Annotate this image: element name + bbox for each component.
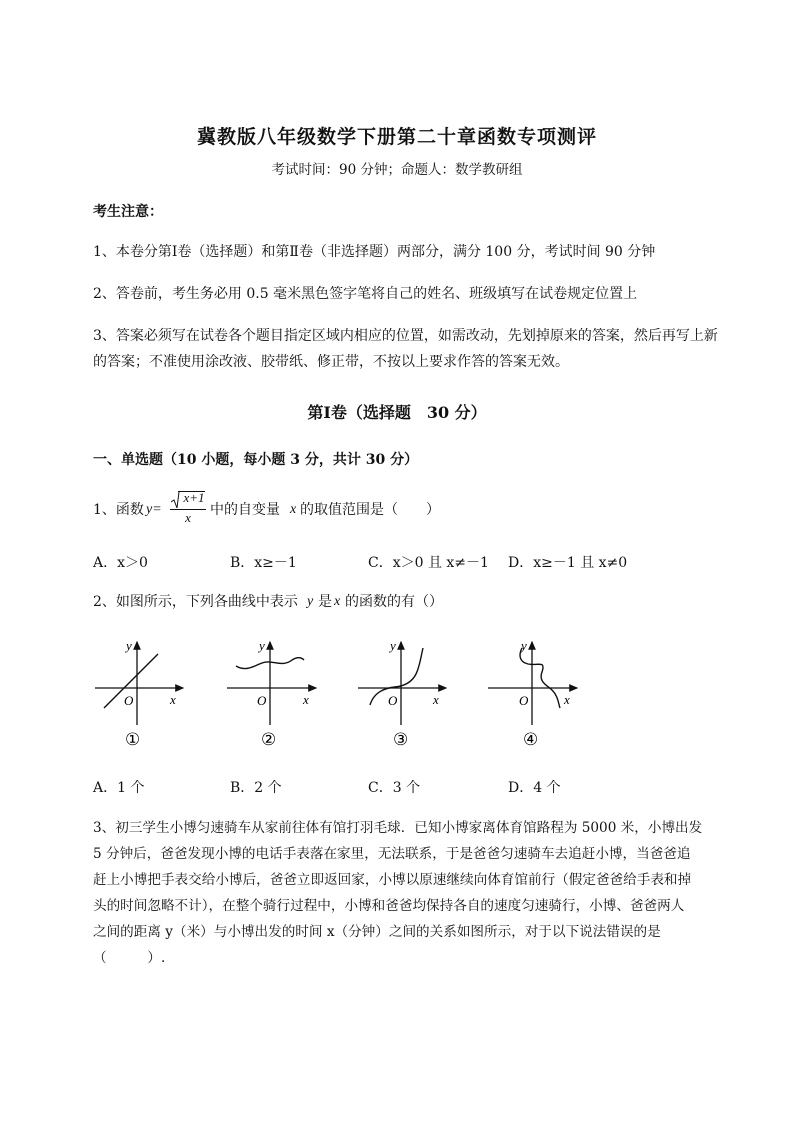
notice-item-3: 3、答案必须写在试卷各个题目指定区域内相应的位置，如需改动，先划掉原来的答案，然后再写上新 xyxy=(93,328,718,344)
x-label-3: x xyxy=(433,692,439,707)
graph-1 xyxy=(95,638,183,749)
q3-line-1: 3、初三学生小博匀速骑车从家前往体有馆打羽毛球．已知小博家离体育馆路程为 5000 米，小博出发 xyxy=(93,820,703,836)
q3-line-4: 头的时间忽略不计），在整个骑行过程中，小博和爸爸均保持各自的速度匀速骑行，小博、爸爸两人 xyxy=(93,898,685,914)
q2-stem-c: 的函数的有（） xyxy=(345,594,443,610)
q2-option-c[interactable]: C．3 个 xyxy=(368,780,421,796)
y-label-2: y xyxy=(259,638,265,653)
exam-info: 考试时间：90 分钟；命题人：数学教研组 xyxy=(271,162,523,178)
q2-var-y: y xyxy=(307,594,314,609)
part-title: 一、单选题（10 小题，每小题 3 分，共计 30 分） xyxy=(93,452,419,468)
notice-item-1: 1、本卷分第Ⅰ卷（选择题）和第Ⅱ卷（非选择题）两部分，满分 100 分，考试时间 90 分钟 xyxy=(93,244,656,260)
y-label-4: y xyxy=(521,638,527,653)
origin-1: O xyxy=(124,693,134,708)
q1-fraction xyxy=(168,490,208,530)
q1-option-c[interactable]: C．x＞0 且 x≠－1 xyxy=(368,555,489,571)
q2-stem-a: 2、如图所示，下列各曲线中表示 xyxy=(93,594,298,610)
q1-option-a[interactable]: A．x＞0 xyxy=(93,555,148,571)
graph-label-3: ③ xyxy=(393,730,409,749)
q1-option-d[interactable]: D．x≥－1 且 x≠0 xyxy=(508,555,628,571)
q1-option-b[interactable]: B．x≥－1 xyxy=(230,555,297,571)
q2-graphs xyxy=(90,630,590,750)
section-title: 第Ⅰ卷（选择题 30 分） xyxy=(307,403,487,422)
q2-option-b[interactable]: B．2 个 xyxy=(230,780,282,796)
notice-item-2: 2、答卷前，考生务必用 0.5 毫米黑色签字笔将自己的姓名、班级填写在试卷规定位置上 xyxy=(93,286,638,302)
q1-prefix: 1、函数 xyxy=(93,502,144,518)
q1-var: x xyxy=(290,502,297,517)
notice-heading: 考生注意： xyxy=(93,204,163,220)
graph-4 xyxy=(488,638,577,749)
graph-2 xyxy=(227,638,316,749)
q3-line-3: 赶上小博把手表交给小博后，爸爸立即返回家，小博以原速继续向体育馆前行（假定爸爸给手表和掉 xyxy=(93,872,692,888)
graph-label-1: ① xyxy=(125,730,141,749)
notice-item-3-cont: 的答案；不准使用涂改液、胶带纸、修正带，不按以上要求作答的答案无效。 xyxy=(93,354,569,370)
q2-var-x: x xyxy=(334,594,341,609)
origin-2: O xyxy=(257,693,267,708)
y-label-1: y xyxy=(126,638,132,653)
q2-option-d[interactable]: D．4 个 xyxy=(508,780,561,796)
page-title: 冀教版八年级数学下册第二十章函数专项测评 xyxy=(196,126,597,148)
q1-y-eq: y= xyxy=(146,502,162,517)
origin-4: O xyxy=(519,693,529,708)
origin-3: O xyxy=(388,693,398,708)
x-label-2: x xyxy=(303,692,309,707)
q1-denominator: x xyxy=(185,510,191,525)
q2-option-a[interactable]: A．1 个 xyxy=(93,780,145,796)
x-label-1: x xyxy=(170,692,176,707)
q1-suffix2: 的取值范围是（ ） xyxy=(300,502,440,518)
q3-line-6: （ ）. xyxy=(93,950,166,966)
graph-label-4: ④ xyxy=(523,730,539,749)
graph-3 xyxy=(358,638,446,749)
q2-stem-b: 是 xyxy=(318,594,332,610)
q3-line-5: 之间的距离 y（米）与小博出发的时间 x（分钟）之间的关系如图所示，对于以下说法错误的是 xyxy=(93,924,661,940)
q3-line-2: 5 分钟后，爸爸发现小博的电话手表落在家里，无法联系，于是爸爸匀速骑车去追赶小博，当爸爸追 xyxy=(93,846,691,862)
y-label-3: y xyxy=(390,638,396,653)
q1-numerator: x+1 xyxy=(183,490,205,505)
graph-label-2: ② xyxy=(261,730,277,749)
q1-suffix: 中的自变量 xyxy=(210,502,280,518)
x-label-4: x xyxy=(564,692,570,707)
